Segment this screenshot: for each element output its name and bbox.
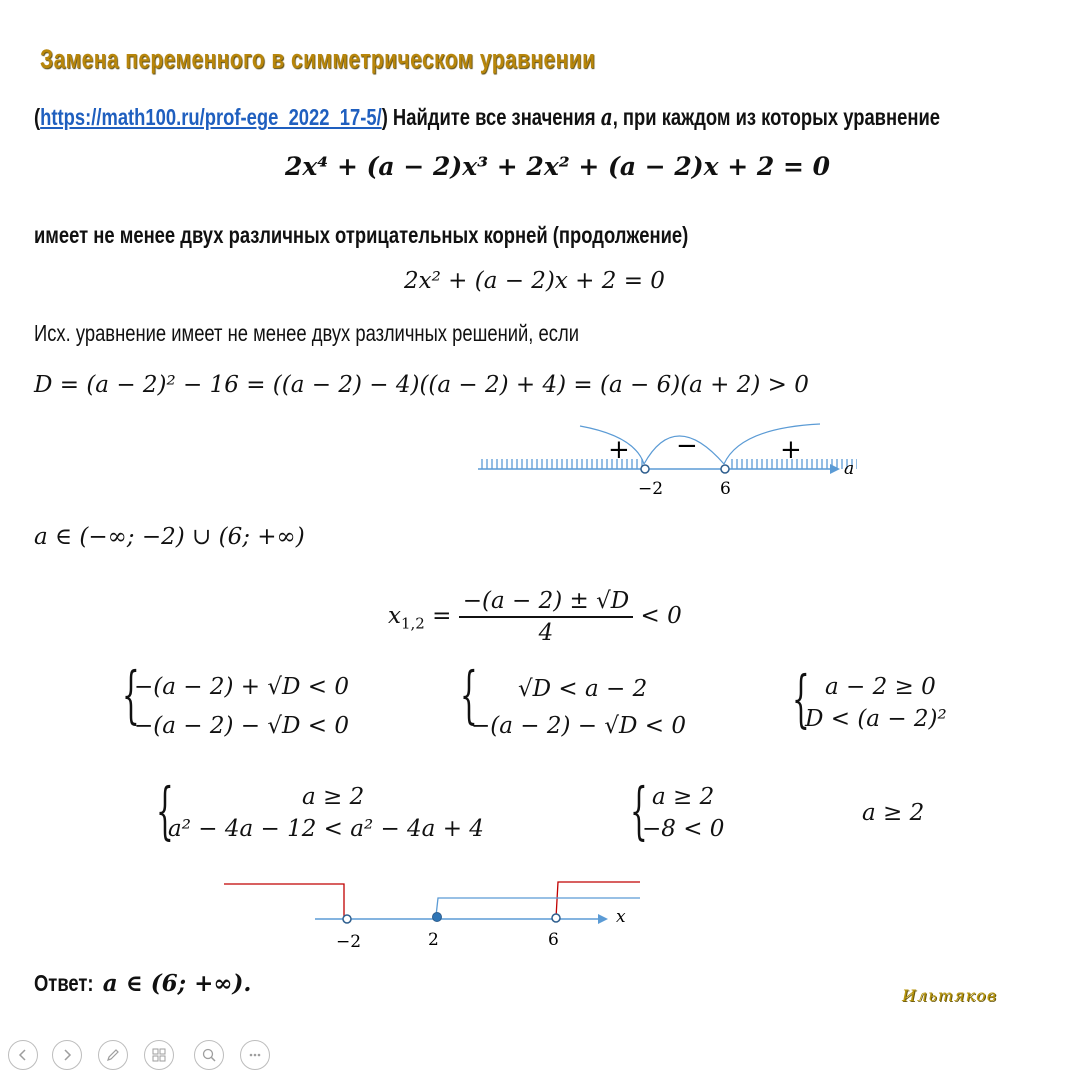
- roots-lhs: x: [388, 603, 401, 629]
- number-line-a: [470, 418, 870, 498]
- system-5-line-1: a ≥ 2: [652, 784, 715, 810]
- point-6: [721, 465, 729, 473]
- task-close-paren: ): [381, 104, 388, 130]
- pen-icon: [105, 1047, 121, 1063]
- signature: Ильтяков: [902, 986, 998, 1005]
- point-x-minus2: [343, 915, 351, 923]
- roots-numerator: −(a − 2) ± √D: [459, 588, 633, 618]
- axis-label-a: a: [844, 459, 855, 479]
- label-x-6: 6: [548, 930, 559, 950]
- forward-icon: [60, 1048, 74, 1062]
- roots-formula: $x_{1,2}$ = $\frac{-(a - 2) \pm √D}{4}$ < 0: [388, 588, 682, 646]
- roots-fraction: [459, 588, 633, 646]
- label-x-minus2: −2: [336, 932, 362, 952]
- main-equation: 2x⁴ + (a − 2)x³ + 2x² + (a − 2)x + 2 = 0: [285, 152, 831, 181]
- roots-rhs: < 0: [640, 603, 682, 629]
- answer: [34, 970, 251, 997]
- brace-system-2: {: [460, 658, 478, 731]
- back-button[interactable]: [8, 1040, 38, 1070]
- label-x-2: 2: [428, 930, 439, 950]
- system-3-line-1: a − 2 ≥ 0: [825, 674, 936, 700]
- brace-system-3: {: [792, 662, 810, 735]
- region-right-red: [556, 882, 640, 918]
- system-5-line-2: −8 < 0: [642, 816, 725, 842]
- zoom-icon: [201, 1047, 217, 1063]
- note-text: Исх. уравнение имеет не менее двух различных решений, если: [34, 320, 579, 346]
- brace-system-5: {: [630, 774, 648, 847]
- answer-label: Ответ:: [34, 970, 94, 996]
- brace-system-1: {: [122, 658, 140, 731]
- sign-plus-left: +: [608, 435, 630, 465]
- task-link[interactable]: https://math100.ru/prof-ege_2022_17-5/: [40, 104, 382, 130]
- discriminant-equation: D = (a − 2)² − 16 = ((a − 2) − 4)((a − 2) + 4) = (a − 6)(a + 2) > 0: [34, 372, 809, 398]
- task-variable: a: [600, 104, 613, 131]
- label-minus2: −2: [638, 479, 664, 498]
- system-1-line-2: −(a − 2) − √D < 0: [134, 713, 349, 739]
- system-2-line-2: −(a − 2) − √D < 0: [471, 713, 686, 739]
- system-4-line-1: a ≥ 2: [302, 784, 365, 810]
- task-text-after: , при каждом из которых уравнение: [612, 104, 940, 130]
- roots-denominator: 4: [538, 620, 554, 646]
- sign-plus-right: +: [780, 435, 802, 465]
- pen-button[interactable]: [98, 1040, 128, 1070]
- back-icon: [16, 1048, 30, 1062]
- reduced-equation: 2x² + (a − 2)x + 2 = 0: [404, 268, 665, 294]
- point-x-2: [433, 913, 442, 922]
- system-4-line-2: a² − 4a − 12 < a² − 4a + 4: [168, 816, 484, 842]
- task-text-before: Найдите все значения: [387, 104, 601, 130]
- forward-button[interactable]: [52, 1040, 82, 1070]
- slide-title: Замена переменного в симметрическом уравнении: [40, 44, 596, 74]
- arc-right: [724, 424, 820, 464]
- more-button[interactable]: [240, 1040, 270, 1070]
- number-line-x: [220, 872, 640, 952]
- region-left-red: [224, 884, 344, 918]
- answer-value: a ∈ (6; +∞).: [102, 970, 252, 997]
- zoom-button[interactable]: [194, 1040, 224, 1070]
- system-3-line-2: D < (a − 2)²: [805, 706, 947, 732]
- system-2-line-1: √D < a − 2: [518, 676, 648, 702]
- label-6: 6: [720, 479, 731, 498]
- result-inline: a ≥ 2: [862, 800, 925, 826]
- slides-button[interactable]: [144, 1040, 174, 1070]
- axis-arrow-x: [598, 914, 608, 924]
- interval-result: a ∈ (−∞; −2) ∪ (6; +∞): [34, 524, 305, 550]
- task-statement: [34, 104, 940, 131]
- point-minus2: [641, 465, 649, 473]
- slides-icon: [151, 1047, 167, 1063]
- brace-system-4: {: [156, 774, 174, 847]
- more-icon: [247, 1047, 263, 1063]
- region-blue: [436, 898, 640, 916]
- system-1-line-1: −(a − 2) + √D < 0: [134, 674, 349, 700]
- roots-lhs-sub: 1,2: [400, 614, 425, 633]
- task-open-paren: (: [34, 104, 41, 130]
- point-x-6: [552, 914, 560, 922]
- condition-text: имеет не менее двух различных отрицательных корней (продолжение): [34, 222, 689, 248]
- sign-minus: −: [676, 431, 698, 461]
- axis-label-x: x: [616, 907, 626, 927]
